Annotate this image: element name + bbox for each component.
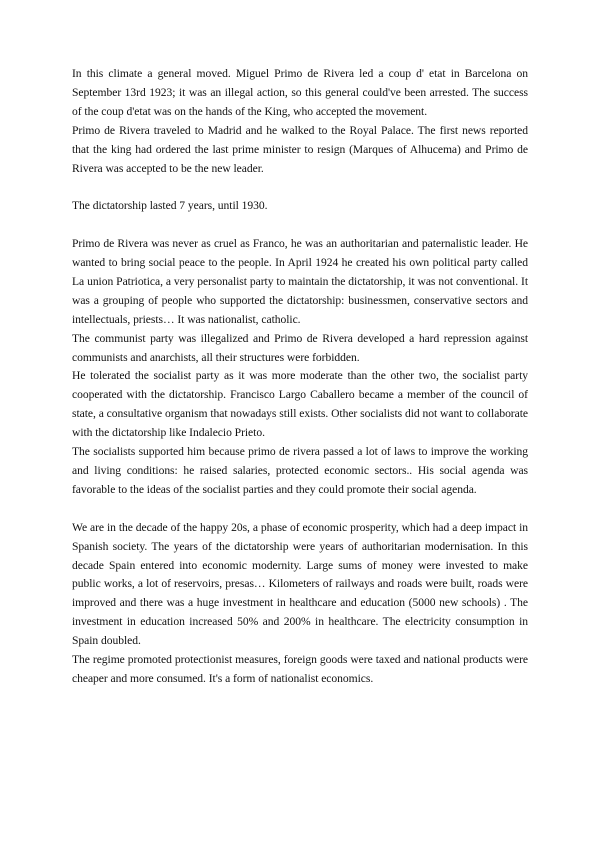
- paragraph-coup: In this climate a general moved. Miguel Primo de Rivera led a coup d' etat in Barcelona on September 13rd 1923; it was an illegal action, so this general could've been arrested. The success of the coup d'etat was on the hands of the King, who accepted the movement.: [72, 67, 528, 118]
- paragraph-protectionism: The regime promoted protectionist measures, foreign goods were taxed and national products were cheaper and more consumed. It's a form of nationalist economics.: [72, 653, 528, 685]
- paragraph-communists: The communist party was illegalized and Primo de Rivera developed a hard repression against communists and anarchists, all their structures were forbidden.: [72, 331, 528, 364]
- document-page: [72, 65, 528, 689]
- paragraph-socialists-support: The socialists supported him because primo de rivera passed a lot of laws to improve the working and living conditions: he raised salaries, protected economic sectors.. His social agenda was favorable to the ideas of the socialist parties and they could promote their social agenda.: [72, 445, 528, 496]
- paragraph-spacer: [72, 178, 528, 197]
- paragraph-socialists-tolerated: He tolerated the socialist party as it was more moderate than the other two, the socialist party cooperated with the dictatorship. Francisco Largo Caballero became a member of the council of state, a consultative organism that nowadays still exists. Other socialists did not want to collaborate with the dictatorship like Indalecio Prieto.: [72, 369, 528, 440]
- paragraph-primo-rule: Primo de Rivera was never as cruel as Franco, he was an authoritarian and paternalistic leader. He wanted to bring social peace to the people. In April 1924 he created his own political party called La union Patriotica, a very personalist party to maintain the dictatorship, it was not conventional. It was a grouping of people who supported the dictatorship: businessmen, conservative sectors and intellectuals, priests… It was nationalist, catholic.: [72, 237, 528, 326]
- paragraph-spacer: [72, 500, 528, 519]
- paragraph-madrid: Primo de Rivera traveled to Madrid and he walked to the Royal Palace. The first news reported that the king had ordered the last prime minister to resign (Marques of Alhucema) and Primo de Rivera was accepted to be the new leader.: [72, 123, 528, 175]
- paragraph-happy-20s: We are in the decade of the happy 20s, a phase of economic prosperity, which had a deep impact in Spanish society. The years of the dictatorship were years of authoritarian modernisation. In this decade Spain entered into economic modernity. Large sums of money were invested to make public works, a lot of reservoirs, presas… Kilometers of railways and roads were built, roads were improved and there was a huge investment in healthcare and education (5000 new schools) . The investment in education increased 50% and 200% in healthcare. The electricity consumption in Spain doubled.: [72, 520, 528, 648]
- paragraph-spacer: [72, 216, 528, 235]
- paragraph-duration: The dictatorship lasted 7 years, until 1930.: [72, 199, 268, 213]
